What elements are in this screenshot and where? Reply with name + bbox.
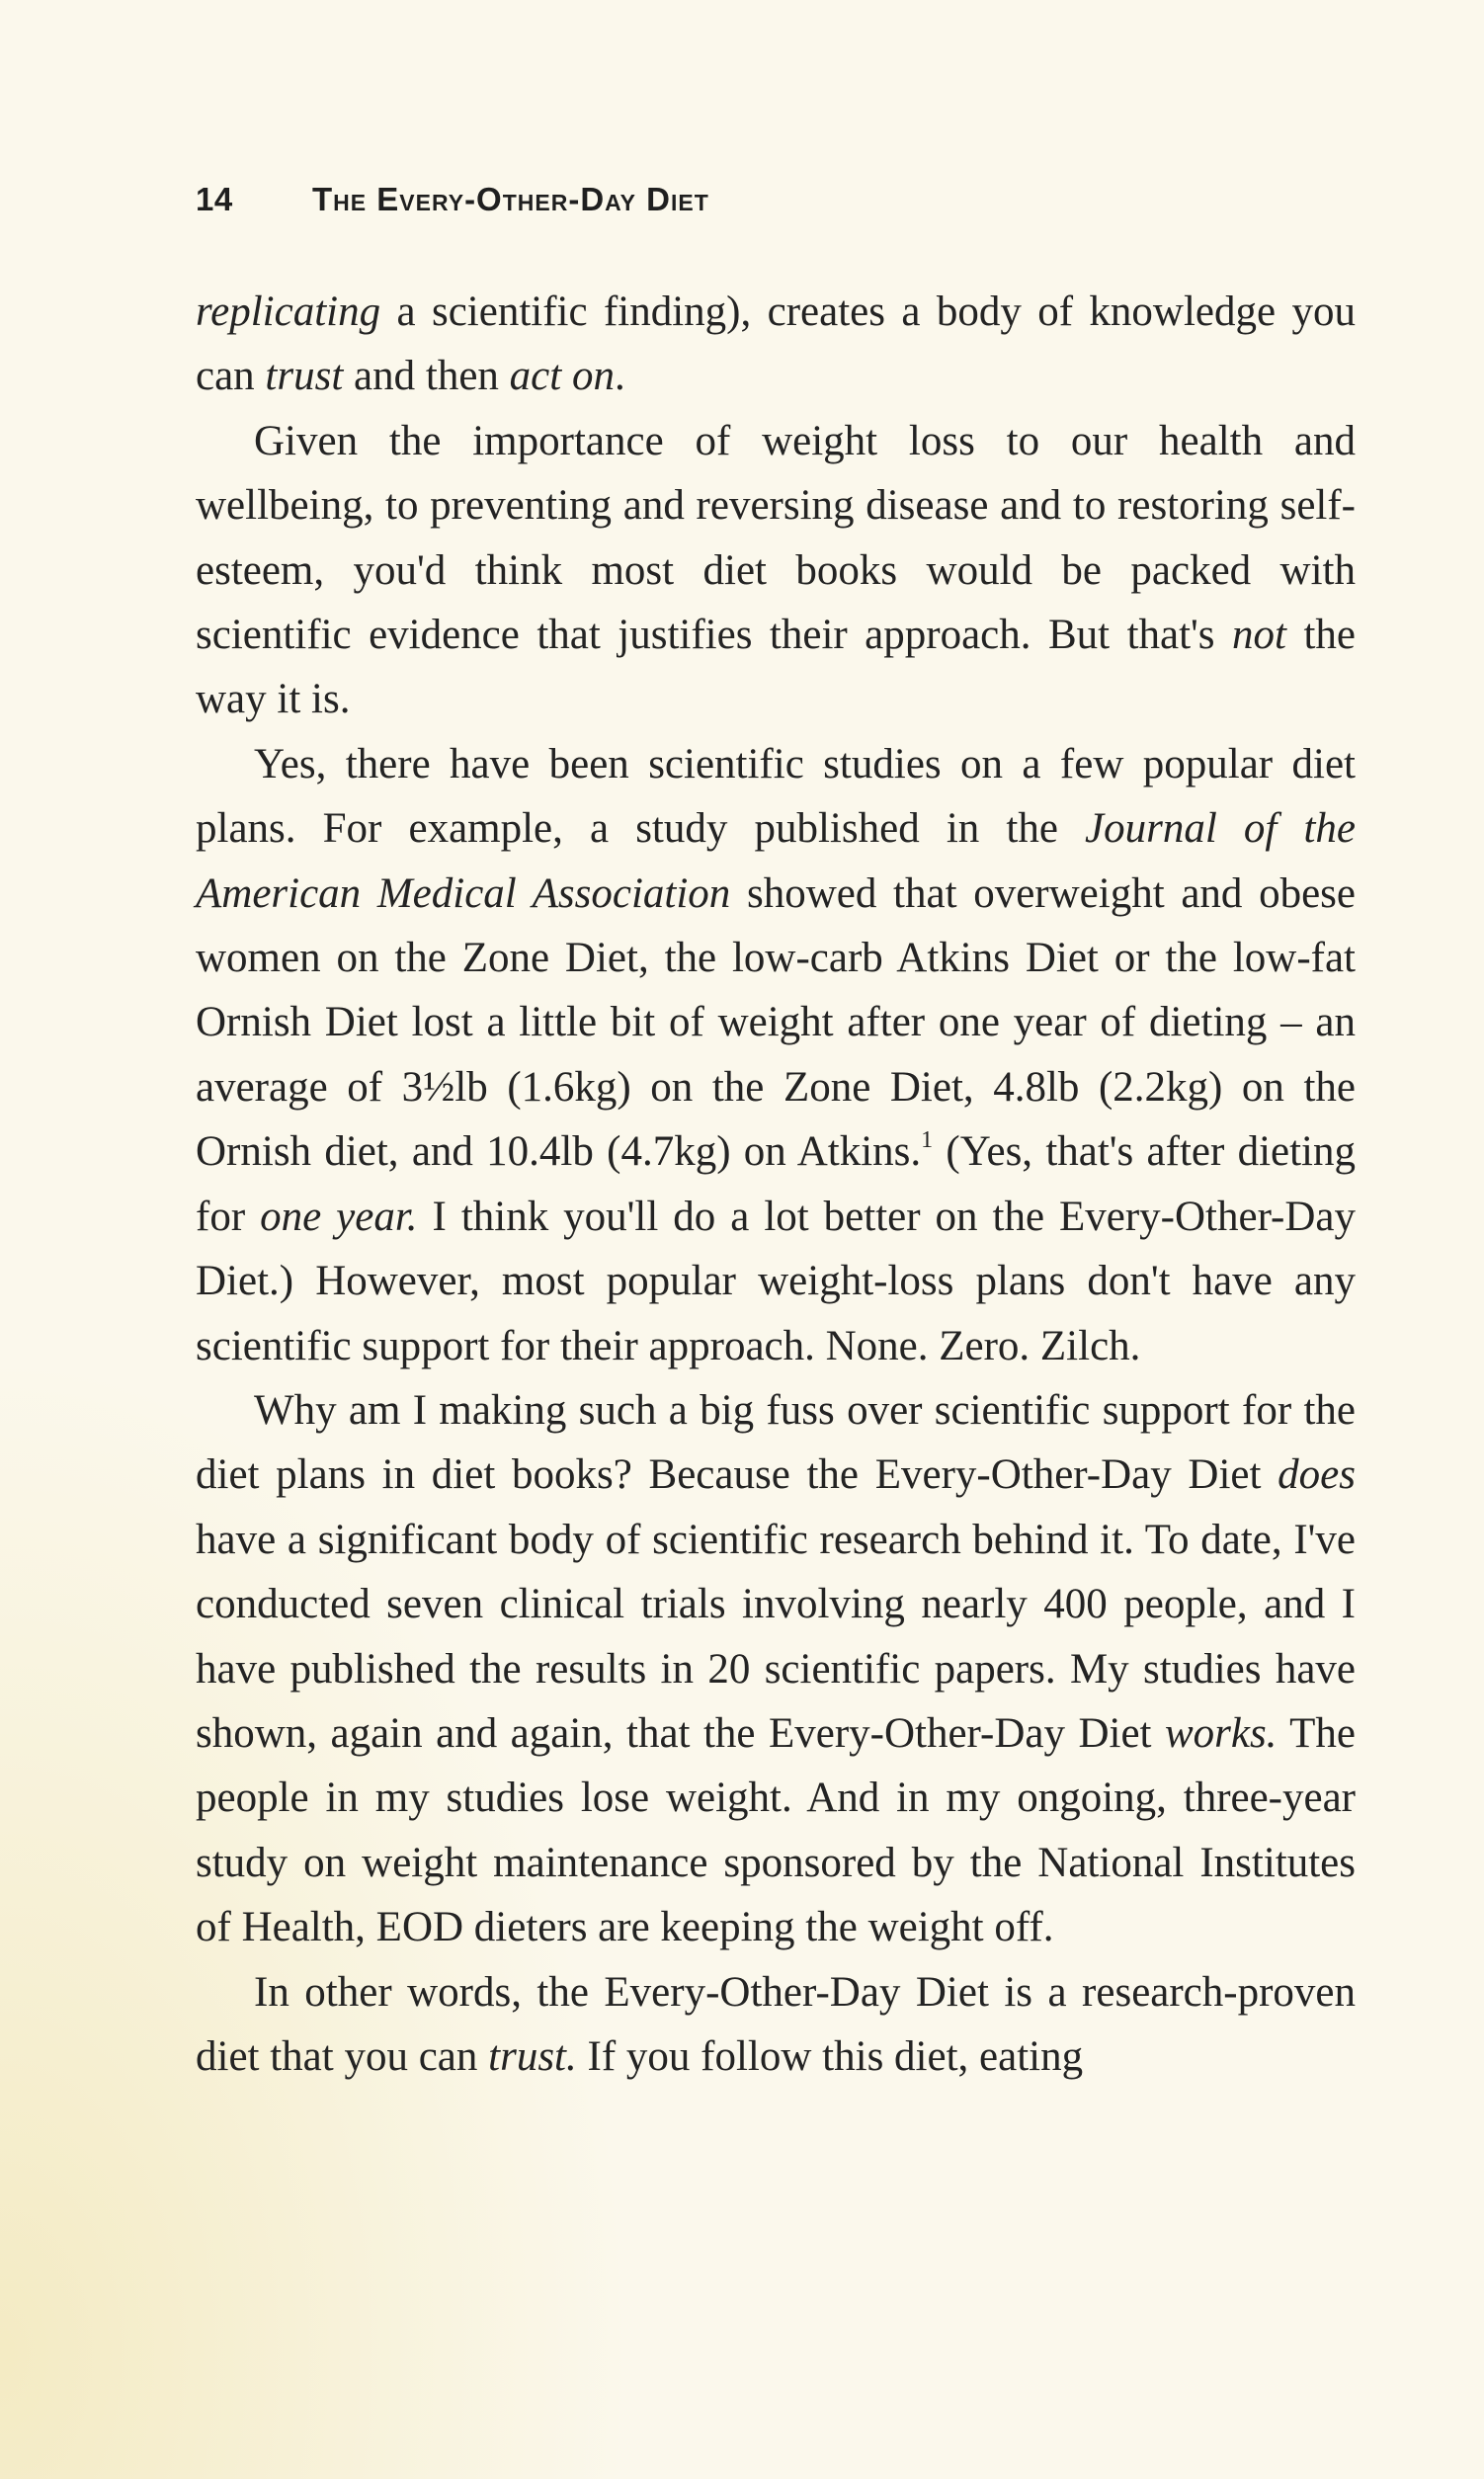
emphasis: trust — [265, 353, 344, 400]
text-run: I think you'll do a lot better on the Every-Other-Day Diet.) However, most popular weight-loss plans don't have any scientific support for their approach. None. Zero. Zilch. — [196, 1193, 1356, 1369]
paragraph-2 — [196, 409, 1356, 732]
emphasis: one year. — [260, 1193, 418, 1240]
text-run: In other words, the Every-Other-Day Diet is a research-proven diet that you can — [196, 1968, 1356, 2080]
paragraph-1 — [196, 280, 1356, 409]
emphasis: not — [1232, 612, 1286, 659]
text-run: (Yes, that's after dieting for — [196, 1128, 1357, 1240]
text-run: have a significant body of scientific research behind it. To date, I've conducted seven clinical trials involving nearly 400 people, and I have published the results in 20 scientific papers. My studies have shown, again and again, that the Every-Other-Day Diet — [196, 1516, 1356, 1757]
text-run: the way it is. — [196, 612, 1356, 723]
text-run: Given the importance of weight loss to our health and wellbeing, to preventing and reversing disease and to restoring self-esteem, you'd think most diet books would be packed with scientific evidence that justifies their approach. But that's — [196, 417, 1356, 659]
text-run: and then — [343, 353, 510, 400]
text-run: a scientific finding), creates a body of knowledge you can — [196, 289, 1356, 400]
emphasis: does — [1278, 1451, 1356, 1499]
emphasis: replicating — [196, 289, 381, 335]
emphasis: works. — [1164, 1709, 1278, 1757]
emphasis: trust. — [488, 2032, 577, 2080]
paragraph-5 — [196, 1960, 1356, 2090]
text-run: The people in my studies lose weight. And in my ongoing, three-year study on weight maintenance sponsored by the National Institutes of Health, EOD dieters are keeping the weight off. — [196, 1709, 1356, 1951]
running-head — [196, 181, 709, 218]
body-text — [196, 280, 1356, 2089]
page-number: 14 — [196, 181, 233, 217]
paragraph-3 — [196, 732, 1356, 1378]
book-title: The Every-Other-Day Diet — [312, 181, 709, 217]
text-run: . — [614, 353, 625, 400]
text-run: Yes, there have been scientific studies on a few popular diet plans. For example, a study published in the — [196, 740, 1356, 853]
paragraph-4 — [196, 1378, 1356, 1960]
text-run: Why am I making such a big fuss over scientific support for the diet plans in diet books? Because the Every-Other-Day Diet — [196, 1386, 1356, 1499]
text-run: If you follow this diet, eating — [576, 2032, 1084, 2080]
journal-title: Journal of the American Medical Association — [196, 805, 1357, 917]
text-run: showed that overweight and obese women on the Zone Diet, the low-carb Atkins Diet or the low-fat Ornish Diet lost a little bit of weight after one year of dieting – an average of 3½lb (1.6kg) on the Zone Diet, 4.8lb (2.2kg) on the Ornish diet, and 10.4lb (4.7kg) on Atkins. — [196, 869, 1357, 1176]
footnote-marker: 1 — [921, 1127, 934, 1154]
emphasis: act on — [509, 353, 615, 400]
